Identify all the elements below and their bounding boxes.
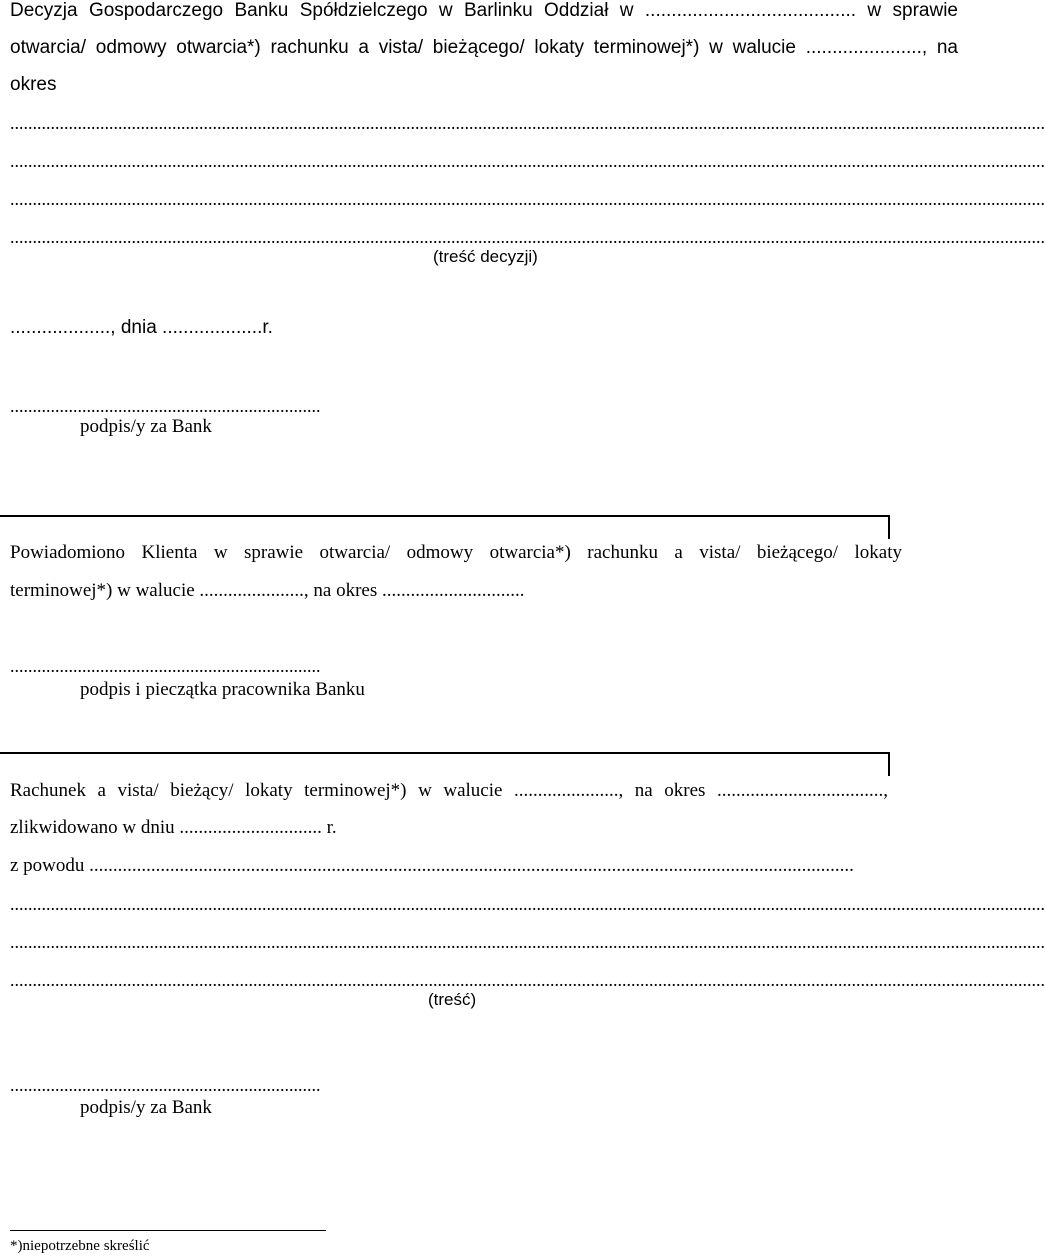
notification-line-1: Powiadomiono Klienta w sprawie otwarcia/ odmowy otwarcia*) rachunku a vista/ bieżącego/ lokaty [10, 542, 902, 563]
section-divider-1-corner [888, 515, 890, 539]
decision-signature-label: podpis/y za Bank [80, 416, 212, 437]
section-divider-2-corner [888, 752, 890, 776]
closure-content-line-1: ...................................................................................................................................................................................................................................... [10, 894, 1045, 914]
closure-line-1: Rachunek a vista/ bieżący/ lokaty terminowej*) w walucie ......................, na okres ..................................., [10, 780, 888, 801]
closure-content-line-3: ...................................................................................................................................................................................................................................... [10, 970, 1045, 990]
closure-signature-dots: ..................................................................... [10, 1075, 321, 1095]
decision-header-line-2: otwarcia/ odmowy otwarcia*) rachunku a vista/ bieżącego/ lokaty terminowej*) w walucie ......................, na [10, 37, 958, 58]
notification-signature-label: podpis i pieczątka pracownika Banku [80, 679, 365, 700]
footnote-separator [10, 1230, 326, 1231]
decision-signature-dots: ..................................................................... [10, 396, 321, 416]
section-divider-1 [0, 515, 890, 517]
decision-content-line-4: ...................................................................................................................................................................................................................................... [10, 227, 1045, 247]
section-divider-2 [0, 752, 890, 754]
footnote: *)niepotrzebne skreślić [10, 1238, 150, 1254]
decision-header-line-3: okres [10, 74, 57, 95]
closure-content-line-2: ...................................................................................................................................................................................................................................... [10, 932, 1045, 952]
decision-content-label: (treść decyzji) [433, 247, 538, 266]
closure-signature-label: podpis/y za Bank [80, 1097, 212, 1118]
decision-content-line-1: ...................................................................................................................................................................................................................................... [10, 113, 1045, 133]
notification-line-2: terminowej*) w walucie ......................, na okres .............................. [10, 580, 525, 601]
closure-line-2: zlikwidowano w dniu .............................. r. [10, 817, 337, 838]
closure-content-label: (treść) [428, 990, 477, 1009]
decision-date-line: ..................., dnia ...................r. [10, 317, 273, 338]
decision-content-line-2: ...................................................................................................................................................................................................................................... [10, 151, 1045, 171]
closure-reason-line: z powodu ................................................................................................................................................................. [10, 855, 854, 876]
decision-header-line-1: Decyzja Gospodarczego Banku Spółdzielczego w Barlinku Oddział w ........................................ w sprawie [10, 0, 958, 21]
decision-content-line-3: ...................................................................................................................................................................................................................................... [10, 189, 1045, 209]
notification-signature-dots: ..................................................................... [10, 656, 321, 676]
